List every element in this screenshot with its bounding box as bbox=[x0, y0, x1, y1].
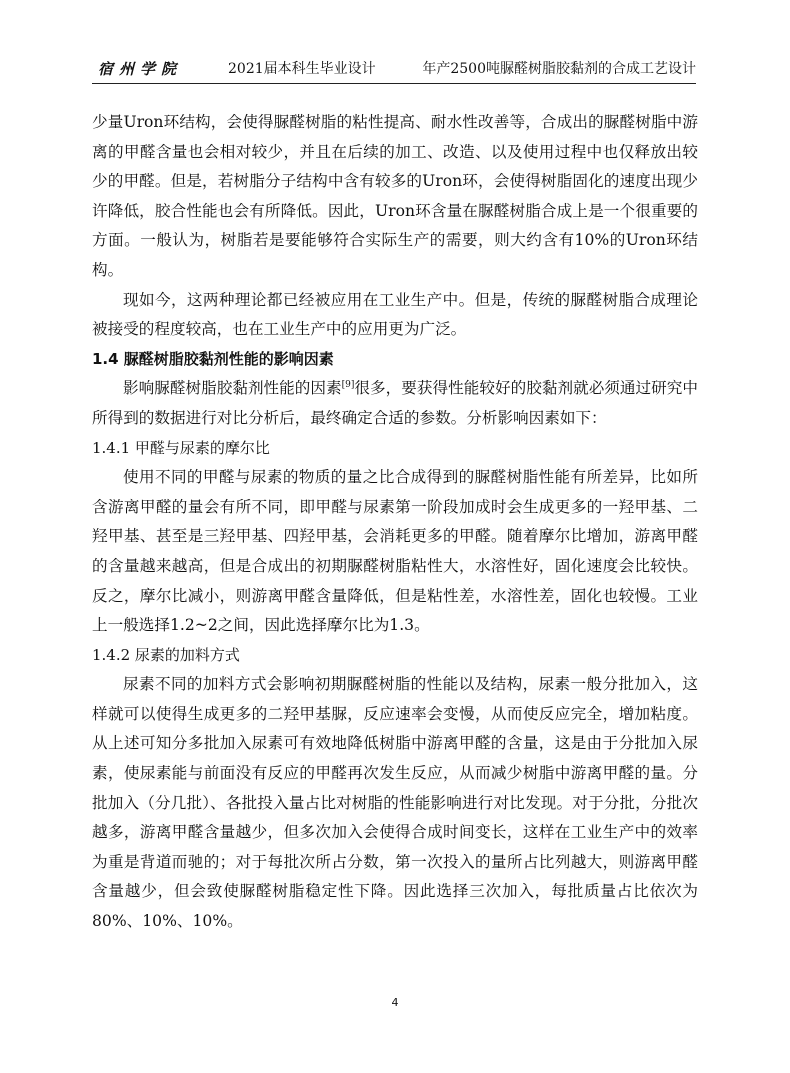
paragraph-feeding-method: 尿素不同的加料方式会影响初期脲醛树脂的性能以及结构，尿素一般分批加入，这样就可以使得生成更多的二羟甲基脲，反应速率会变慢，从而使反应完全，增加粘度。从上述可知分多批加入尿素可有效地降低树脂中游离甲醛的含量，这是由于分批加入尿素，使尿素能与前面没有反应的甲醛再次发生反应，从而减少树脂中游离甲醛的量。分批加入（分几批）、各批投入量占比对树脂的性能影响进行对比发现。对于分批，分批次越多，游离甲醛含量越少，但多次加入会使得合成时间变长，这样在工业生产中的效率为重是背道而驰的；对于每批次所占分数，第一次投入的量所占比列越大，则游离甲醛含量越少，但会致使脲醛树脂稳定性下降。因此选择三次加入，每批质量占比依次为80%、10%、10%。 bbox=[92, 675, 698, 931]
subsection-heading-1-4-2: 1.4.2 尿素的加料方式 bbox=[92, 645, 240, 664]
page-header bbox=[92, 60, 696, 82]
header-rule bbox=[92, 83, 696, 84]
paragraph-molar-ratio: 使用不同的甲醛与尿素的物质的量之比合成得到的脲醛树脂性能有所差异，比如所含游离甲醛的量会有所不同，即甲醛与尿素第一阶段加成时会生成更多的一羟甲基、二羟甲基、甚至是三羟甲基、四羟甲基，会消耗更多的甲醛。随着摩尔比增加，游离甲醛的含量越来越高，但是合成出的初期脲醛树脂粘性大，水溶性好，固化速度会比较快。反之，摩尔比减小，则游离甲醛含量降低，但是粘性差，水溶性差，固化也较慢。工业上一般选择1.2~2之间，因此选择摩尔比为1.3。 bbox=[92, 468, 698, 635]
university-logo-text: 宿州学院 bbox=[98, 60, 183, 78]
factors-text-a: 影响脲醛树脂胶黏剂性能的因素 bbox=[123, 379, 342, 398]
page-body bbox=[92, 108, 698, 937]
factors-text-b: 很多，要获得性能较好的胶黏剂就必须通过研究中所得到的数据进行对比分析后，最终确定合适的参数。分析影响因素如下： bbox=[92, 379, 698, 427]
paragraph-uron-ring: 少量Uron环结构，会使得脲醛树脂的粘性提高、耐水性改善等，合成出的脲醛树脂中游离的甲醛含量也会相对较少，并且在后续的加工、改造、以及使用过程中也仅释放出较少的甲醛。但是，若树脂分子结构中含有较多的Uron环，会使得树脂固化的速度出现少许降低，胶合性能也会有所降低。因此，Uron环含量在脲醛树脂合成上是一个很重要的方面。一般认为，树脂若是要能够符合实际生产的需要，则大约含有10%的Uron环结构。 bbox=[92, 113, 698, 279]
paragraph-theories: 现如今，这两种理论都已经被应用在工业生产中。但是，传统的脲醛树脂合成理论被接受的程度较高，也在工业生产中的应用更为广泛。 bbox=[92, 290, 698, 339]
paragraph-factors bbox=[92, 374, 698, 433]
header-thesis-title: 年产2500吨脲醛树脂胶黏剂的合成工艺设计 bbox=[422, 61, 696, 77]
page-number: 4 bbox=[391, 996, 399, 1009]
section-heading-1-4: 1.4 脲醛树脂胶黏剂性能的影响因素 bbox=[92, 349, 334, 368]
subsection-heading-1-4-1: 1.4.1 甲醛与尿素的摩尔比 bbox=[92, 438, 270, 457]
citation-ref: [9] bbox=[341, 380, 355, 391]
header-thesis-type: 2021届本科生毕业设计 bbox=[228, 61, 376, 77]
